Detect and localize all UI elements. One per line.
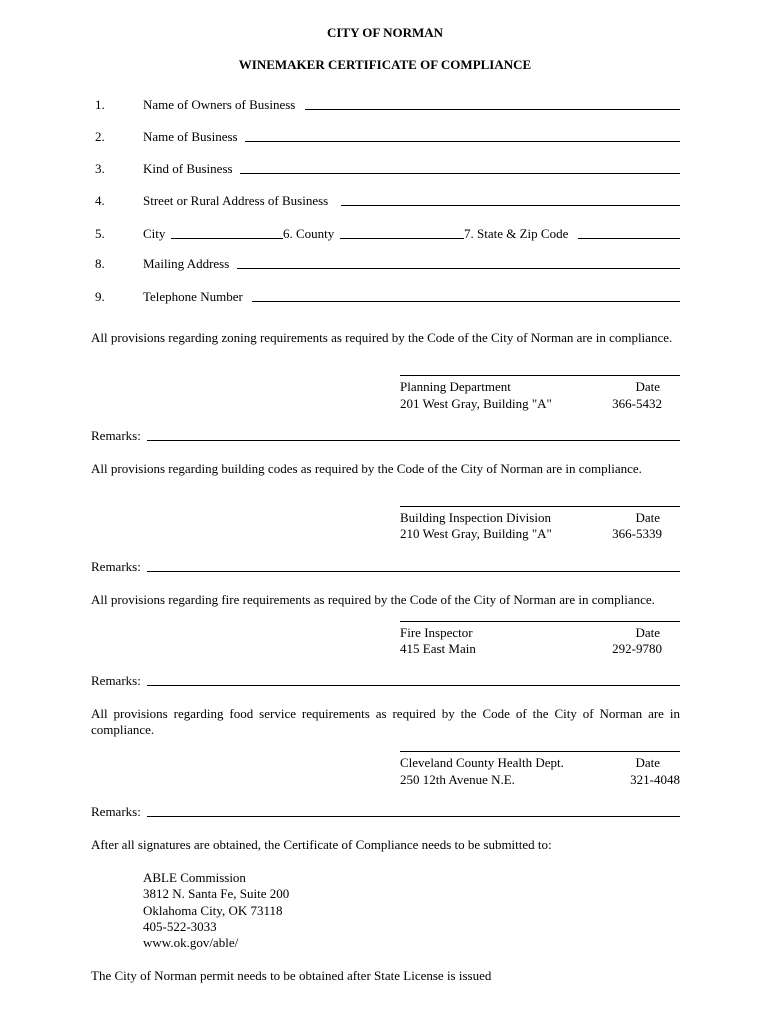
food-address: 250 12th Avenue N.E. [400,772,515,787]
fire-date-label: Date [635,625,660,640]
field-number: 4. [95,193,105,208]
page-subtitle: WINEMAKER CERTIFICATE OF COMPLIANCE [238,57,532,72]
remarks-label: Remarks: [91,559,141,574]
city-label: City [143,226,166,241]
zoning-dept: Planning Department [400,379,511,394]
building-signature-line[interactable] [400,506,680,507]
building-dept: Building Inspection Division [400,510,551,525]
fire-address: 415 East Main [400,641,476,656]
able-name: ABLE Commission [143,870,246,885]
zoning-remarks-field[interactable] [147,440,680,441]
fire-dept: Fire Inspector [400,625,473,640]
building-remarks-field[interactable] [147,571,680,572]
kind-of-business-label: Kind of Business [143,161,233,176]
food-remarks-field[interactable] [147,816,680,817]
footer-note: The City of Norman permit needs to be obtained after State License is issued [91,968,492,983]
kind-of-business-field[interactable] [240,173,680,174]
field-number: 5. [95,226,105,241]
mailing-address-field[interactable] [237,268,680,269]
building-date-label: Date [635,510,660,525]
state-zip-label: 7. State & Zip Code [464,226,569,241]
zoning-address: 201 West Gray, Building "A" [400,396,552,411]
business-name-label: Name of Business [143,129,238,144]
field-number: 1. [95,97,105,112]
food-phone: 321-4048 [630,772,680,787]
mailing-address-label: Mailing Address [143,256,230,271]
building-phone: 366-5339 [612,526,662,541]
remarks-label: Remarks: [91,673,141,688]
fire-signature-line[interactable] [400,621,680,622]
food-dept: Cleveland County Health Dept. [400,755,564,770]
owners-name-field[interactable] [305,109,680,110]
submit-instructions: After all signatures are obtained, the Certificate of Compliance needs to be submitted to: [91,837,552,852]
field-number: 8. [95,256,105,271]
remarks-label: Remarks: [91,804,141,819]
business-name-field[interactable] [245,141,680,142]
field-number: 9. [95,289,105,304]
able-city: Oklahoma City, OK 73118 [143,903,283,918]
building-address: 210 West Gray, Building "A" [400,526,552,541]
street-address-field[interactable] [341,205,680,206]
food-signature-line[interactable] [400,751,680,752]
state-zip-field[interactable] [578,238,680,239]
zoning-statement: All provisions regarding zoning requirements as required by the Code of the City of Norman are in compliance. [91,330,673,345]
food-date-label: Date [635,755,660,770]
county-label: 6. County [283,226,335,241]
owners-name-label: Name of Owners of Business [143,97,296,112]
page-title: CITY OF NORMAN [326,25,444,40]
zoning-phone: 366-5432 [612,396,662,411]
able-street: 3812 N. Santa Fe, Suite 200 [143,886,290,901]
field-number: 3. [95,161,105,176]
telephone-label: Telephone Number [143,289,243,304]
zoning-date-label: Date [635,379,660,394]
zoning-signature-line[interactable] [400,375,680,376]
county-field[interactable] [340,238,464,239]
field-number: 2. [95,129,105,144]
fire-phone: 292-9780 [612,641,662,656]
fire-statement: All provisions regarding fire requirements as required by the Code of the City of Norman are in compliance. [91,592,655,607]
street-address-label: Street or Rural Address of Business [143,193,329,208]
remarks-label: Remarks: [91,428,141,443]
fire-remarks-field[interactable] [147,685,680,686]
able-website: www.ok.gov/able/ [143,935,239,950]
able-phone: 405-522-3033 [143,919,217,934]
building-statement: All provisions regarding building codes as required by the Code of the City of Norman are in compliance. [91,461,642,476]
city-field[interactable] [171,238,283,239]
telephone-field[interactable] [252,301,680,302]
food-statement: All provisions regarding food service requirements as required by the Code of the City of Norman are in compliance. [91,706,680,737]
